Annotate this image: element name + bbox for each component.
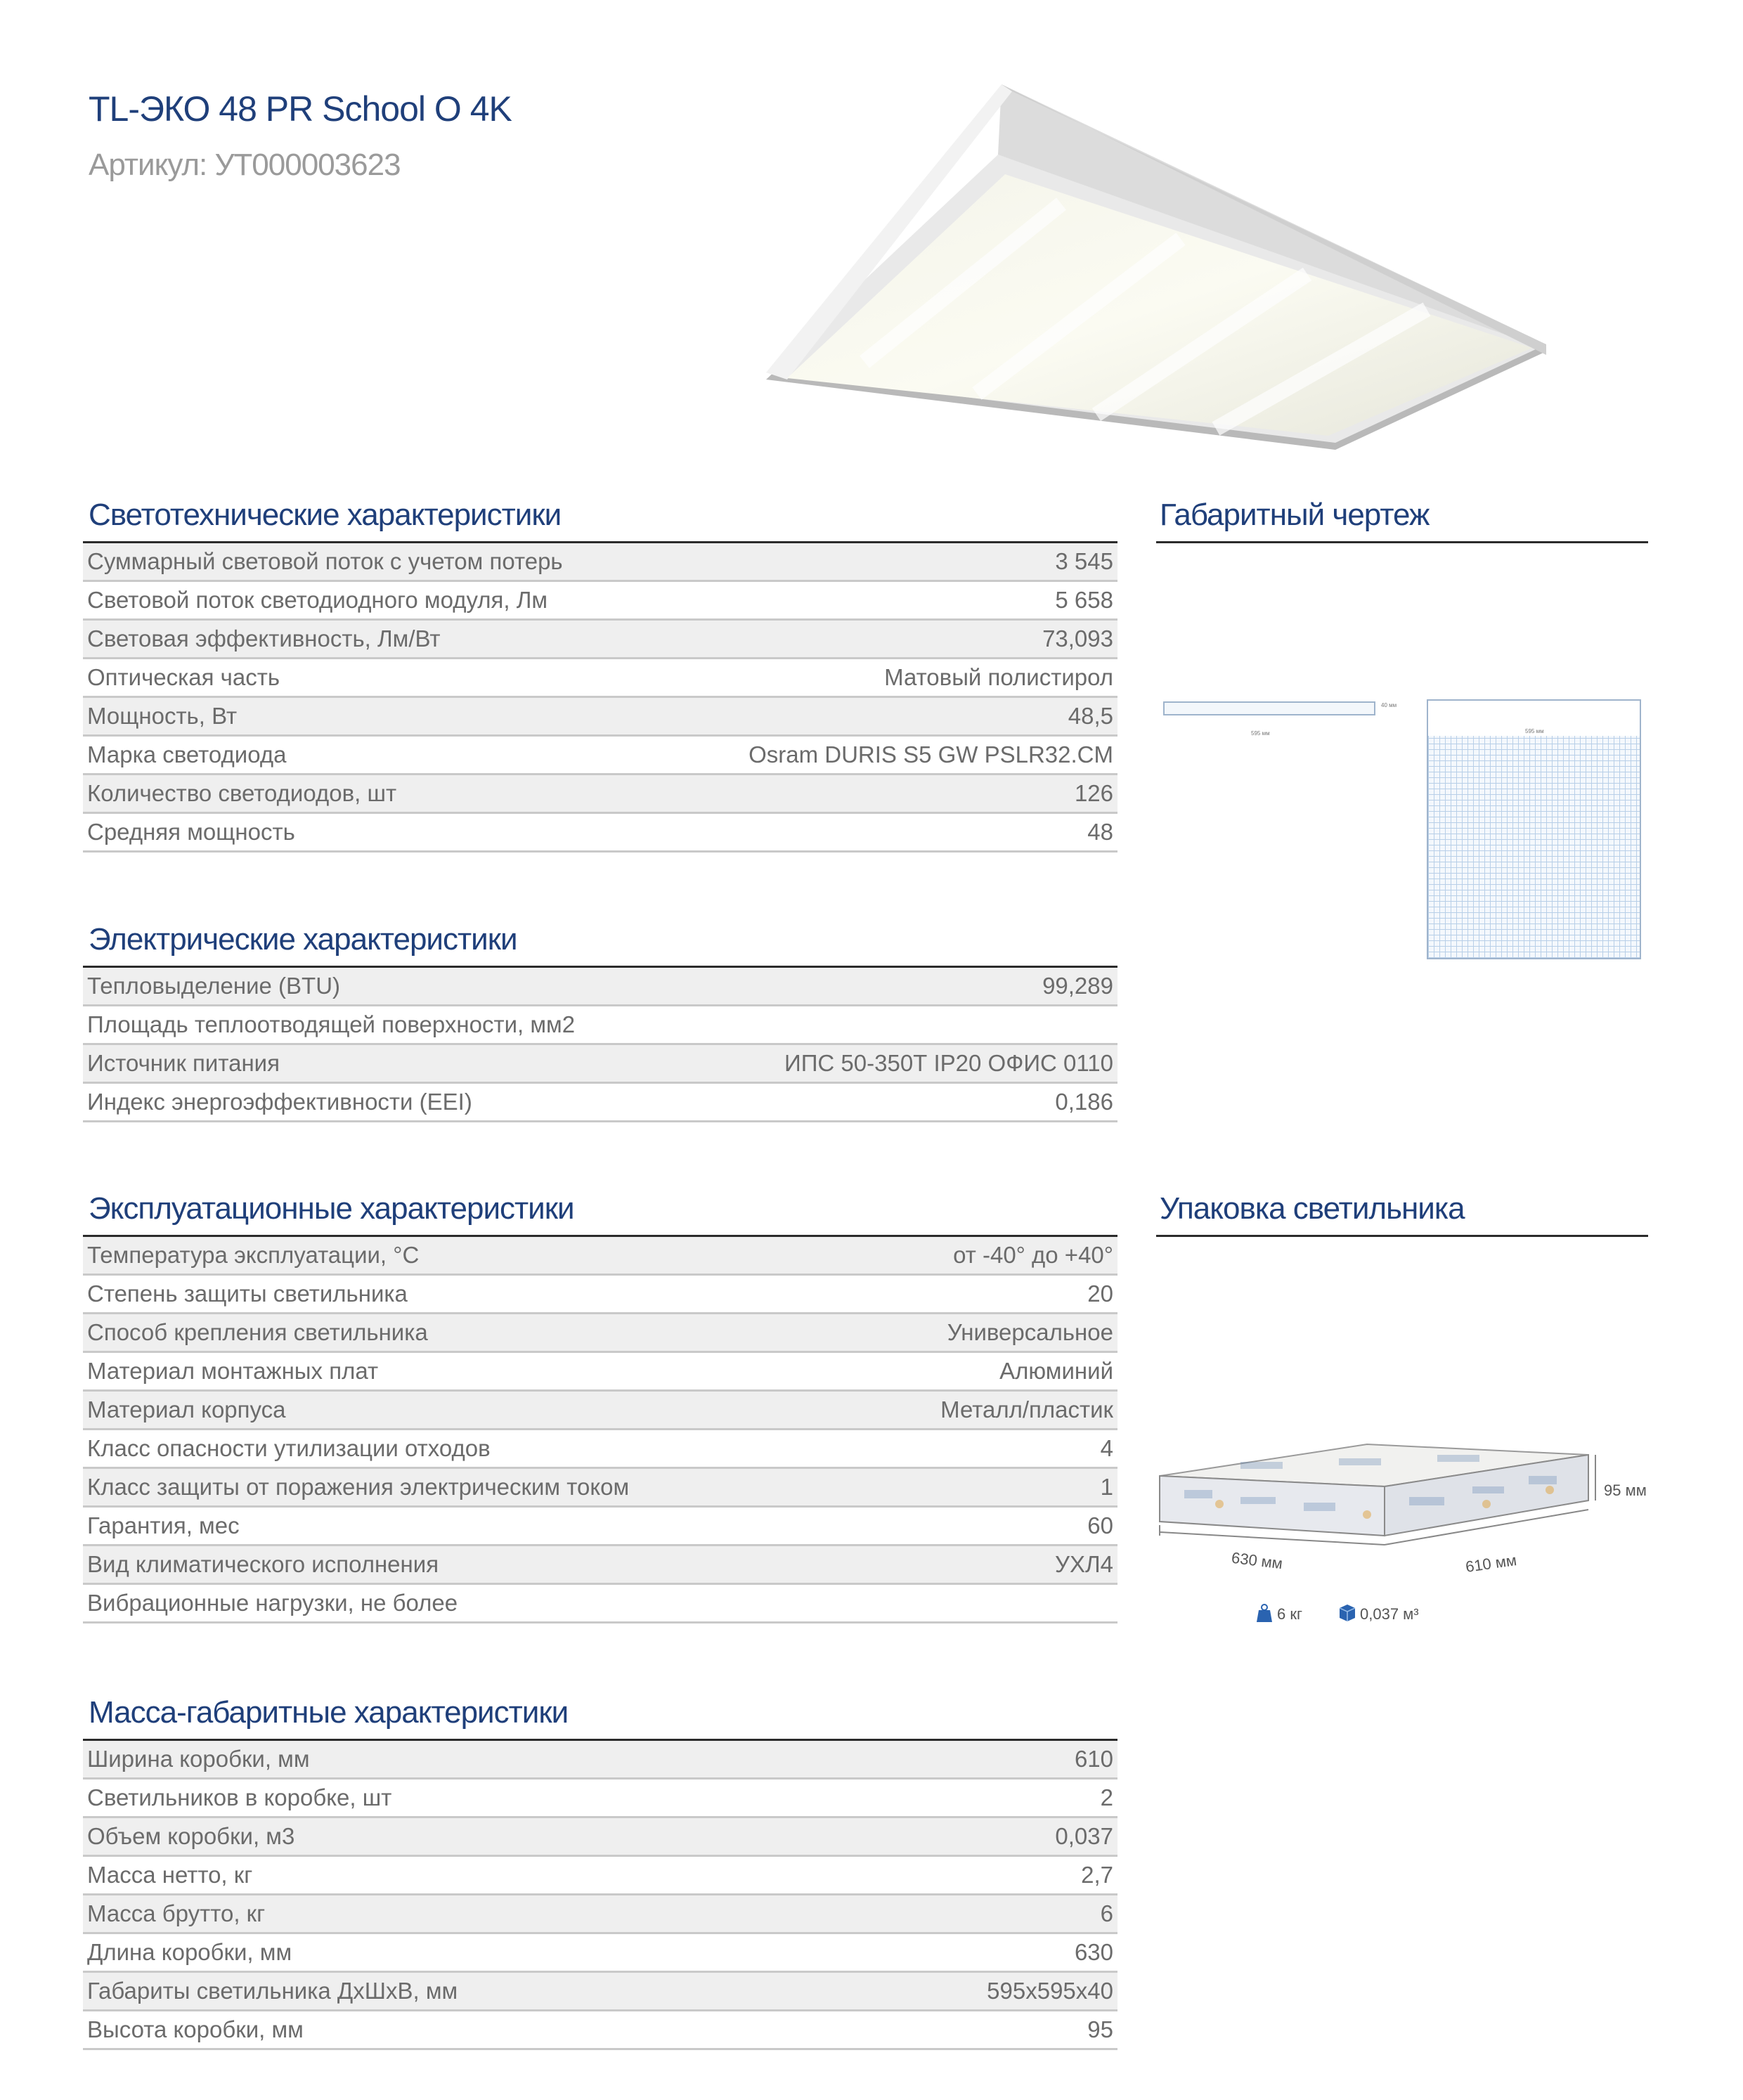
row-label: Оптическая часть [87, 664, 280, 690]
table-row [83, 543, 1117, 582]
table-row [83, 1857, 1117, 1895]
dimension-drawing [1163, 699, 1645, 959]
row-label: Класс опасности утилизации отходов [87, 1435, 491, 1461]
row-value: 48,5 [1068, 703, 1113, 729]
row-value: 0,186 [1055, 1089, 1113, 1115]
table-row [83, 1469, 1117, 1508]
row-label: Материал монтажных плат [87, 1358, 379, 1384]
volume-icon [1339, 1604, 1356, 1622]
section-title-electric: Электрические характеристики [89, 922, 517, 957]
table-row [83, 1392, 1117, 1430]
row-value: 1 [1100, 1474, 1113, 1500]
row-label: Суммарный световой поток с учетом потерь [87, 548, 563, 574]
table-row [83, 1585, 1117, 1623]
side-view-height-label: 40 мм [1381, 702, 1397, 708]
package-weight: 6 кг [1277, 1605, 1302, 1623]
row-value: 3 545 [1055, 548, 1113, 574]
row-label: Масса нетто, кг [87, 1862, 253, 1888]
row-value: Матовый полистирол [884, 664, 1113, 690]
article-number: Артикул: УТ000003623 [89, 148, 401, 182]
row-value: 5 658 [1055, 587, 1113, 613]
package-length-label: 630 мм [1230, 1548, 1284, 1573]
row-value: 126 [1074, 780, 1113, 806]
row-value: от -40° до +40° [953, 1242, 1113, 1268]
row-label: Ширина коробки, мм [87, 1746, 310, 1772]
table-row [83, 621, 1117, 659]
side-view-width-label: 595 мм [1251, 730, 1270, 737]
row-label: Мощность, Вт [87, 703, 238, 729]
row-value: ИПС 50-350Т IP20 ОФИС 0110 [784, 1050, 1113, 1076]
table-row [83, 2011, 1117, 2050]
row-label: Степень защиты светильника [87, 1281, 408, 1307]
row-label: Класс защиты от поражения электрическим током [87, 1474, 630, 1500]
product-title: TL-ЭКО 48 PR School O 4K [89, 89, 512, 129]
table-row [83, 698, 1117, 737]
top-view [1427, 699, 1641, 959]
table-operation [83, 1237, 1117, 1623]
table-row [83, 659, 1117, 698]
weight-icon [1257, 1604, 1272, 1622]
package-height-label: 95 мм [1604, 1482, 1647, 1499]
table-row [83, 582, 1117, 621]
table-row [83, 737, 1117, 775]
table-row [83, 1084, 1117, 1122]
row-label: Количество светодиодов, шт [87, 780, 397, 806]
table-light [83, 543, 1117, 853]
row-label: Объем коробки, м3 [87, 1823, 295, 1849]
row-value: Универсальное [947, 1319, 1113, 1345]
table-row [83, 968, 1117, 1006]
row-label: Способ крепления светильника [87, 1319, 428, 1345]
row-value: 20 [1087, 1281, 1113, 1307]
row-value: Металл/пластик [940, 1396, 1113, 1422]
row-value: 73,093 [1042, 626, 1113, 652]
section-title-drawing: Габаритный чертеж [1160, 498, 1430, 532]
row-value: 630 [1074, 1939, 1113, 1965]
row-value: 2,7 [1081, 1862, 1113, 1888]
section-title-light: Светотехнические характеристики [89, 498, 562, 532]
table-row [83, 1237, 1117, 1276]
row-label: Световой поток светодиодного модуля, Лм [87, 587, 548, 613]
section-title-mass: Масса-габаритные характеристики [89, 1695, 569, 1730]
table-electric [83, 968, 1117, 1122]
row-label: Марка светодиода [87, 741, 287, 767]
package-width-label: 610 мм [1464, 1551, 1518, 1576]
row-label: Длина коробки, мм [87, 1939, 292, 1965]
row-value: 4 [1100, 1435, 1113, 1461]
row-value: 610 [1074, 1746, 1113, 1772]
row-value: 48 [1087, 819, 1113, 845]
row-label: Площадь теплоотводящей поверхности, мм2 [87, 1011, 576, 1037]
table-row [83, 1818, 1117, 1857]
table-row [83, 1780, 1117, 1818]
row-label: Светильников в коробке, шт [87, 1784, 392, 1810]
section-title-package: Упаковка светильника [1160, 1191, 1465, 1226]
section-title-operation: Эксплуатационные характеристики [89, 1191, 574, 1226]
table-row [83, 1353, 1117, 1392]
section-divider [1156, 1235, 1648, 1237]
table-row [83, 1045, 1117, 1084]
table-mass [83, 1741, 1117, 2050]
row-value: УХЛ4 [1055, 1551, 1113, 1577]
row-label: Габариты светильника ДхШхВ, мм [87, 1978, 458, 2004]
table-row [83, 1973, 1117, 2011]
row-value: Osram DURIS S5 GW PSLR32.CM [749, 741, 1113, 767]
product-image [759, 84, 1553, 457]
table-row [83, 1546, 1117, 1585]
section-divider [1156, 541, 1648, 543]
table-row [83, 1430, 1117, 1469]
table-row [83, 1934, 1117, 1973]
row-label: Световая эффективность, Лм/Вт [87, 626, 441, 652]
row-value: 595x595x40 [987, 1978, 1113, 2004]
top-view-width-label: 595 мм [1525, 728, 1544, 734]
row-value: 0,037 [1055, 1823, 1113, 1849]
row-label: Масса брутто, кг [87, 1900, 266, 1926]
row-value: 99,289 [1042, 973, 1113, 999]
package-volume: 0,037 м³ [1360, 1605, 1419, 1623]
row-label: Вибрационные нагрузки, не более [87, 1590, 458, 1616]
row-label: Индекс энергоэффективности (EEI) [87, 1089, 472, 1115]
row-value: 95 [1087, 2016, 1113, 2042]
row-label: Вид климатического исполнения [87, 1551, 439, 1577]
package-image [1156, 1420, 1606, 1560]
table-row [83, 1895, 1117, 1934]
row-label: Материал корпуса [87, 1396, 286, 1422]
row-label: Источник питания [87, 1050, 280, 1076]
table-row [83, 1314, 1117, 1353]
table-row [83, 1276, 1117, 1314]
row-value: 6 [1100, 1900, 1113, 1926]
table-row [83, 1006, 1117, 1045]
row-label: Гарантия, мес [87, 1512, 240, 1538]
row-value: Алюминий [999, 1358, 1113, 1384]
row-label: Температура эксплуатации, °С [87, 1242, 420, 1268]
row-label: Высота коробки, мм [87, 2016, 304, 2042]
row-value: 60 [1087, 1512, 1113, 1538]
row-label: Тепловыделение (BTU) [87, 973, 341, 999]
table-row [83, 1508, 1117, 1546]
table-row [83, 1741, 1117, 1780]
table-row [83, 775, 1117, 814]
row-label: Средняя мощность [87, 819, 295, 845]
row-value: 2 [1100, 1784, 1113, 1810]
table-row [83, 814, 1117, 853]
side-view [1163, 701, 1375, 715]
